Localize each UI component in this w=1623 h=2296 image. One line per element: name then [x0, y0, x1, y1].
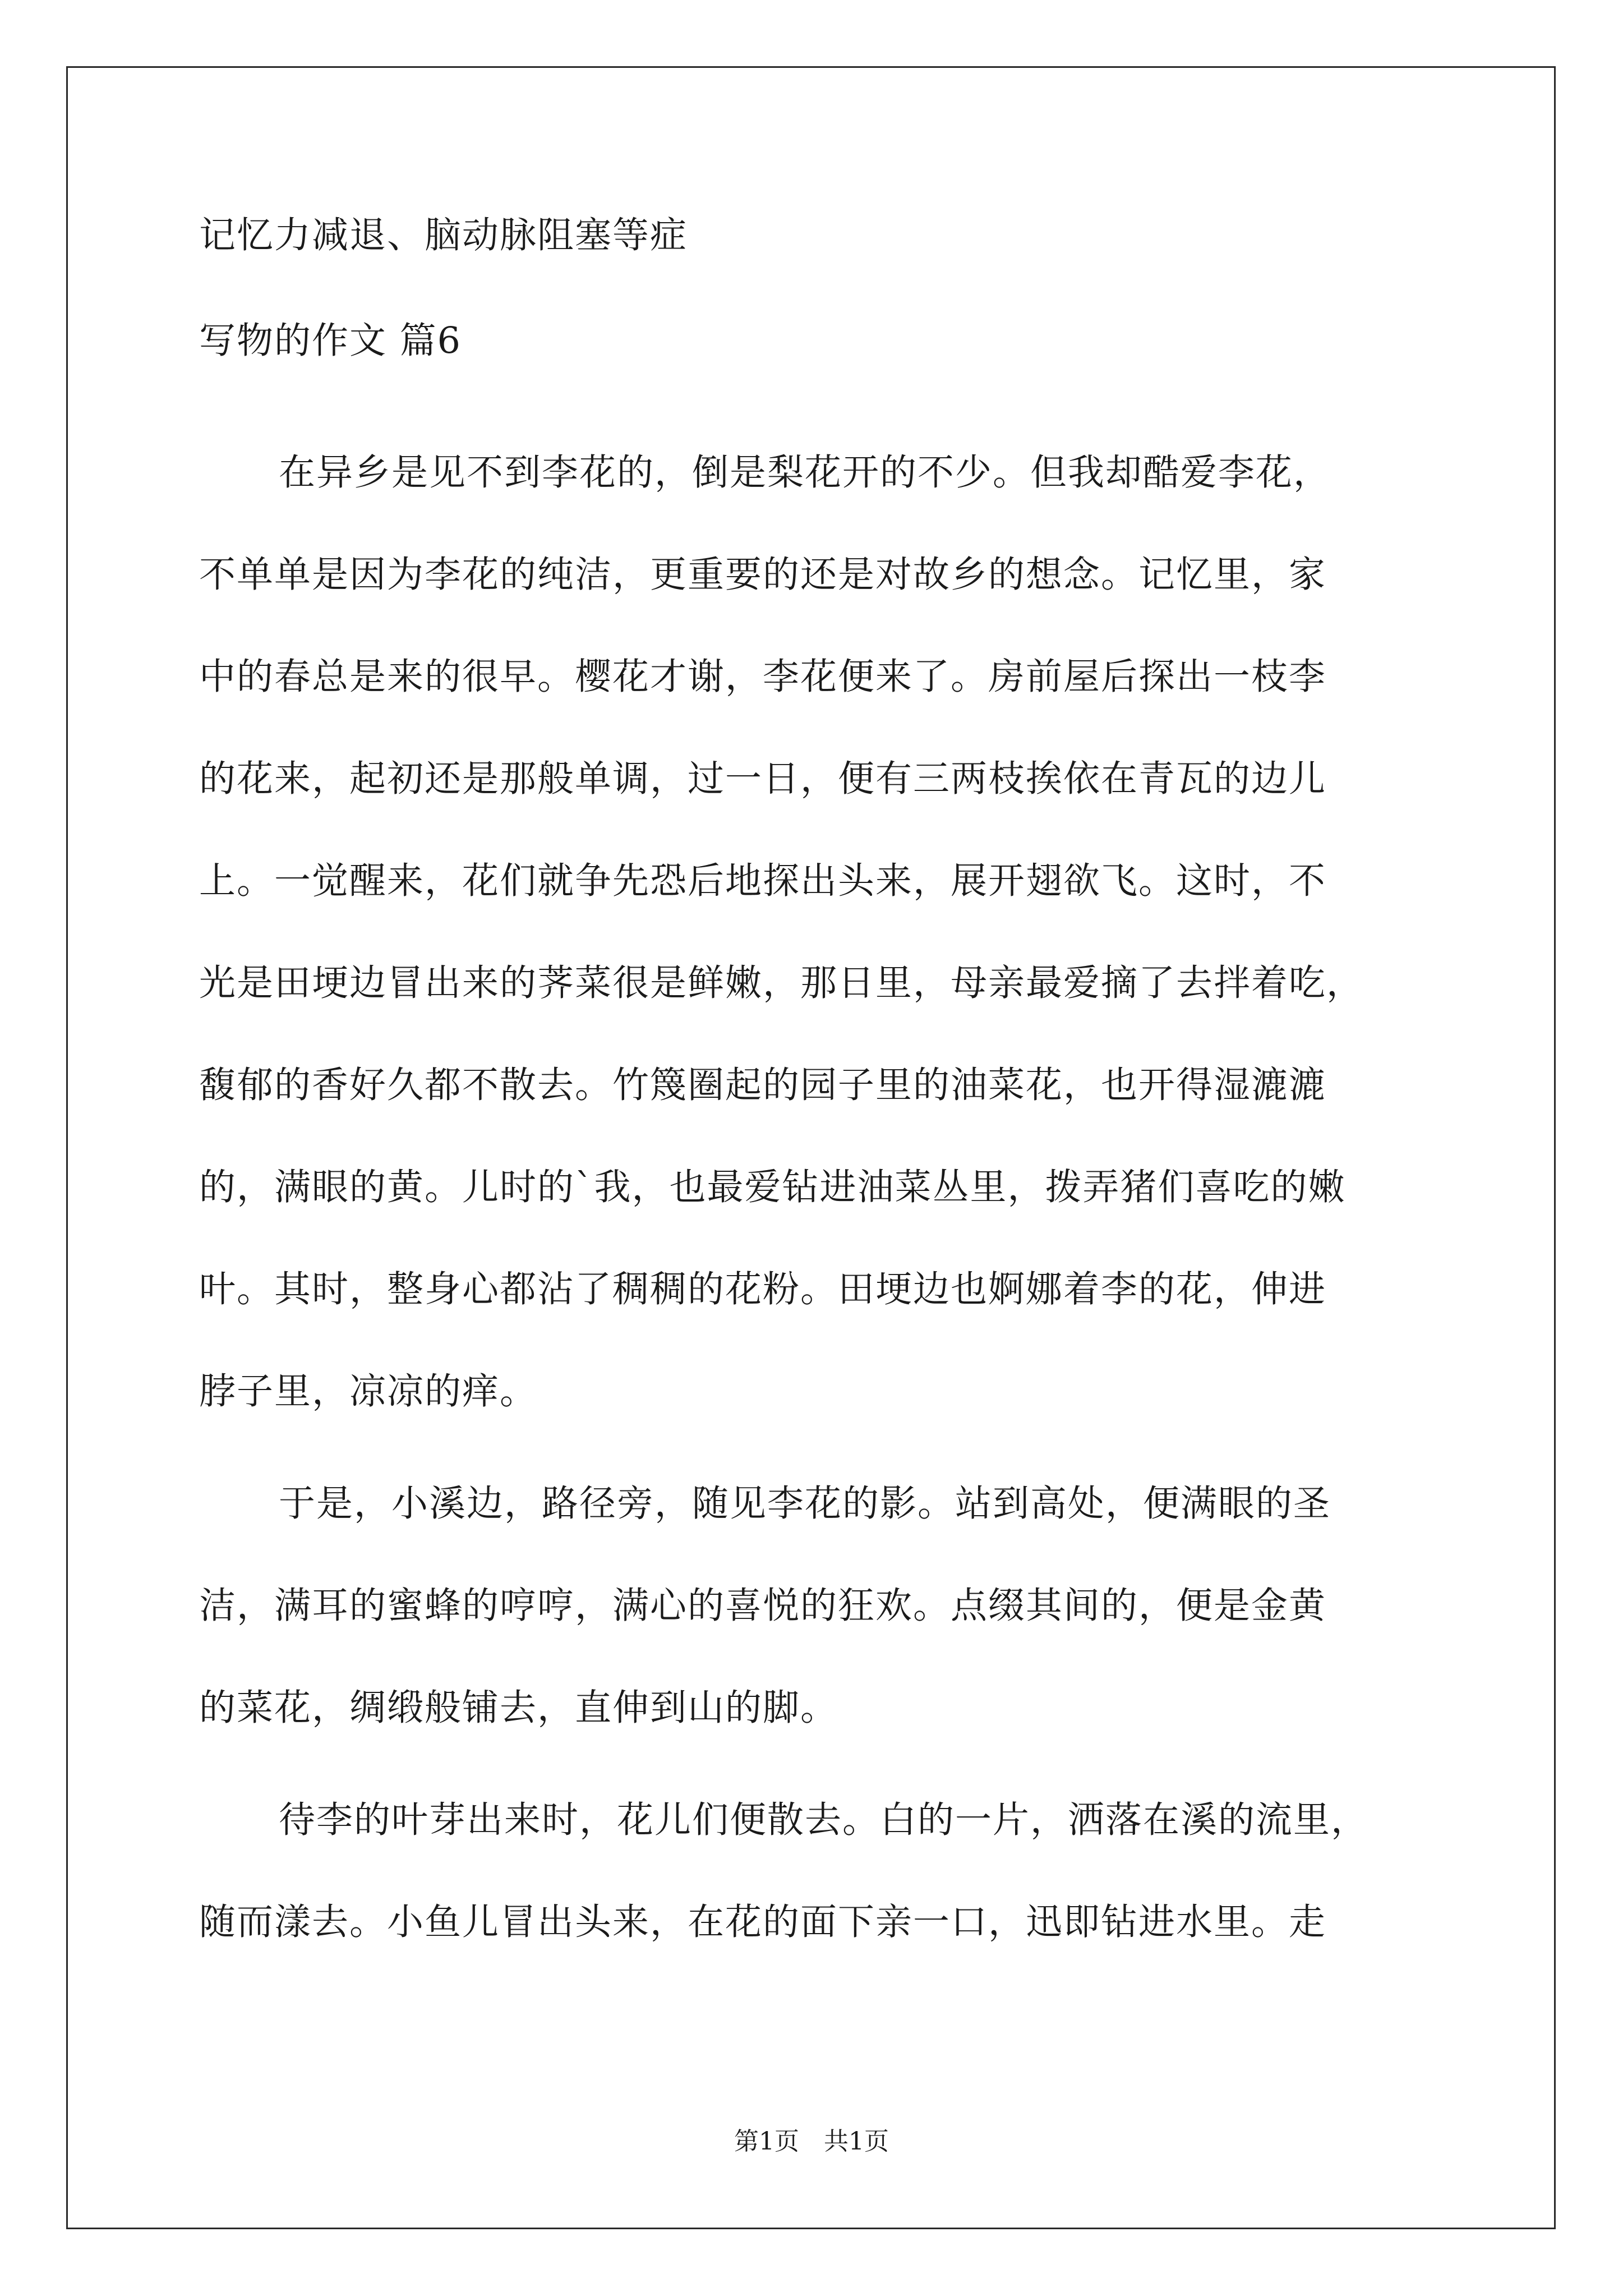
paragraph-line: 脖子里，凉凉的痒。	[199, 1370, 538, 1412]
section-title: 写物的作文 篇6	[199, 320, 462, 362]
paragraph-line: 在异乡是见不到李花的，倒是梨花开的不少。但我却酷爱李花，	[279, 452, 1331, 494]
paragraph-line: 洁，满耳的蜜蜂的哼哼，满心的喜悦的狂欢。点缀其间的，便是金黄	[199, 1585, 1327, 1627]
paragraph-line: 光是田埂边冒出来的荠菜很是鲜嫩，那日里，母亲最爱摘了去拌着吃，	[199, 962, 1364, 1004]
paragraph-2	[199, 1453, 1433, 1759]
paragraph-line: 的花来，起初还是那般单调，过一日，便有三两枝挨依在青瓦的边儿	[199, 758, 1327, 800]
paragraph-line: 馥郁的香好久都不散去。竹篾圈起的园子里的油菜花，也开得湿漉漉	[199, 1064, 1327, 1106]
document-body	[199, 208, 1433, 1973]
paragraph-line: 随而漾去。小鱼儿冒出头来，在花的面下亲一口，迅即钻进水里。走	[199, 1901, 1327, 1943]
paragraph-line: 的菜花，绸缎般铺去，直伸到山的脚。	[199, 1687, 838, 1729]
paragraph-1	[199, 422, 1433, 1443]
paragraph-line: 叶。其时，整身心都沾了稠稠的花粉。田埂边也婀娜着李的花，伸进	[199, 1268, 1327, 1310]
paragraph-3	[199, 1769, 1433, 1973]
page-footer: 第1页 共1页	[734, 2127, 889, 2156]
paragraph-line: 于是，小溪边，路径旁，随见李花的影。站到高处，便满眼的圣	[279, 1483, 1331, 1525]
paragraph-line: 的，满眼的黄。儿时的`我，也最爱钻进油菜丛里，拨弄猪们喜吃的嫩	[199, 1166, 1346, 1208]
paragraph-line: 中的春总是来的很早。樱花才谢，李花便来了。房前屋后探出一枝李	[199, 656, 1327, 698]
paragraph-line: 不单单是因为李花的纯洁，更重要的还是对故乡的想念。记忆里，家	[199, 554, 1327, 596]
paragraph-line: 待李的叶芽出来时，花儿们便散去。白的一片，洒落在溪的流里，	[279, 1799, 1369, 1841]
opening-line: 记忆力减退、脑动脉阻塞等症	[199, 214, 688, 256]
paragraph-line: 上。一觉醒来，花们就争先恐后地探出头来，展开翅欲飞。这时，不	[199, 860, 1327, 902]
